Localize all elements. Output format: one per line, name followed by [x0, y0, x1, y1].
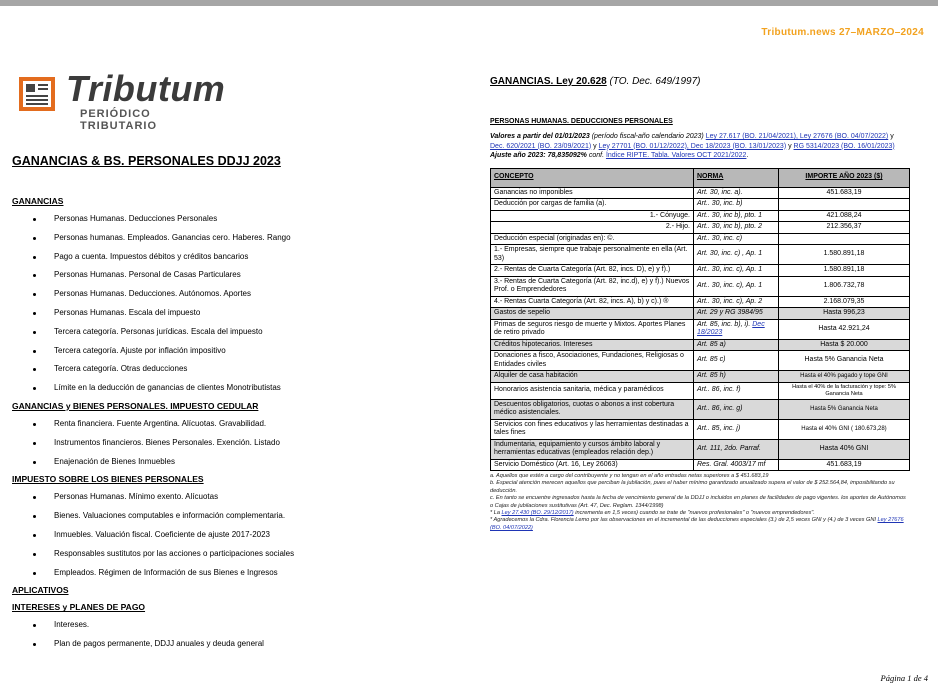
table-row: [491, 339, 910, 351]
intro-conf: conf.: [586, 152, 606, 159]
header-concepto: CONCEPTO: [491, 168, 694, 187]
norm-text: Art.. 30, inc. c), Ap. 2: [697, 297, 763, 305]
norm-cell: [694, 187, 779, 199]
norm-cell: [694, 210, 779, 222]
section-heading-link[interactable]: GANANCIAS y BIENES PERSONALES. IMPUESTO CEDULAR: [12, 400, 259, 411]
bullet-icon: [33, 461, 36, 464]
concept-cell: Servicios con fines educativos y las herramientas destinadas a tales fines: [491, 419, 694, 439]
concept-cell: Deducción especial (originadas en): ©.: [491, 233, 694, 245]
section-heading: PERSONAS HUMANAS. DEDUCCIONES PERSONALES: [490, 118, 673, 125]
document-title: GANANCIAS & BS. PERSONALES DDJJ 2023: [12, 154, 281, 168]
amount-cell: [779, 233, 910, 245]
table-row: [491, 419, 910, 439]
bullet-icon: [33, 256, 36, 259]
amount-cell: 2.168.079,35: [779, 296, 910, 308]
bullet-icon: [33, 515, 36, 518]
topic-label: Intereses.: [54, 620, 90, 630]
topic-link[interactable]: [12, 526, 452, 545]
amount-cell: 1.806.732,78: [779, 276, 910, 296]
bullet-icon: [33, 534, 36, 537]
norm-cell: [694, 276, 779, 296]
norm-text: Art.. 86, inc. f): [697, 386, 741, 394]
table-row: [491, 245, 910, 265]
norm-cell: [694, 459, 779, 471]
concept-cell: Ganancias no imponibles: [491, 187, 694, 199]
topic-link[interactable]: [12, 360, 452, 379]
norm-link[interactable]: Dec 18/2023: [697, 320, 765, 336]
norm-cell: [694, 319, 779, 339]
table-header-row: [491, 168, 910, 187]
deductions-table: [490, 168, 910, 472]
top-bar: [0, 0, 938, 6]
concept-cell: Alquiler de casa habitación: [491, 371, 694, 383]
amount-cell: Hasta 5% Ganancia Neta: [779, 399, 910, 419]
intro-text: (período fiscal-año calendario 2023): [589, 133, 706, 140]
topic-label: Renta financiera. Fuente Argentina. Alícuotas. Gravabilidad.: [54, 418, 267, 428]
table-row: [491, 319, 910, 339]
concept-cell: Deducción por cargas de familia (a).: [491, 199, 694, 211]
concept-cell: Donaciones a fisco, Asociaciones, Fundaciones, Religiosas o Entidades civiles: [491, 351, 694, 371]
amount-cell: [779, 199, 910, 211]
bullet-icon: [33, 274, 36, 277]
topic-label: Enajenación de Bienes Inmuebles: [54, 456, 175, 466]
amount-cell: 212.356,37: [779, 222, 910, 234]
topic-label: Tercera categoría. Ajuste por inflación impositivo: [54, 345, 226, 355]
norm-cell: [694, 382, 779, 399]
topic-link[interactable]: [12, 248, 452, 267]
norm-text: Art.. 30, inc b), pto. 1: [697, 211, 762, 219]
footnote-text: incrementa en 1,5 veces) cuando se trate de "nuevos profesionales" o "nuevos emprendedores".: [573, 510, 815, 517]
bullet-icon: [33, 624, 36, 627]
norm-text: Art.. 30, inc. b): [697, 200, 743, 207]
topic-link[interactable]: [12, 323, 452, 342]
norm-text: Art. 29 y RG 3984/95: [697, 309, 763, 316]
section-heading-link[interactable]: IMPUESTO SOBRE LOS BIENES PERSONALES: [12, 474, 204, 485]
bullet-icon: [33, 218, 36, 221]
topic-label: Personas Humanas. Deducciones Personales: [54, 214, 218, 223]
topic-link[interactable]: [12, 434, 452, 453]
logo-subtitle: PERIÓDICO TRIBUTARIO: [80, 108, 158, 132]
footnote-text: * Agradecemos la Cdra. Florencia Lemo por las observaciones en el incremental de las deducciones especiales (3.) de 2,5 veces GNI y (4.) de 3 veces GNI: [490, 517, 878, 524]
topic-link[interactable]: [12, 210, 452, 229]
footnote-law: [490, 510, 910, 517]
amount-cell: 451.683,19: [779, 187, 910, 199]
topic-link[interactable]: [12, 545, 452, 564]
topics-index: [12, 193, 452, 654]
amount-cell: 421.088,24: [779, 210, 910, 222]
logo-name: Tributum: [66, 68, 226, 109]
concept-cell: 2.- Hijo.: [491, 222, 694, 234]
section-heading-link[interactable]: APLICATIVOS: [12, 585, 69, 596]
topic-label: Personas Humanas. Deducciones. Autónomos. Aportes: [54, 289, 251, 299]
norm-cell: [694, 371, 779, 383]
topic-link[interactable]: [12, 415, 452, 434]
topic-label: Personas humanas. Empleados. Ganancias cero. Haberes. Rango: [54, 232, 291, 242]
norm-text: Art. 85, inc. b), i).: [697, 320, 753, 328]
intro-link-ripte[interactable]: Índice RIPTE. Tabla. Valores OCT 2021/2022: [605, 152, 747, 159]
bullet-icon: [33, 643, 36, 646]
intro-sep: y: [591, 142, 599, 150]
bullet-icon: [33, 442, 36, 445]
bullet-icon: [33, 312, 36, 315]
concept-cell: Indumentaria, equipamiento y cursos ámbito laboral y herramientas educativas (empleados relación dep.): [491, 439, 694, 459]
norm-text: Art. 85 h): [697, 372, 726, 379]
intro-sep: y: [888, 133, 894, 140]
amount-cell: Hasta 42.921,24: [779, 319, 910, 339]
law-to: (TO. Dec. 649/1997): [606, 76, 701, 87]
concept-cell: 4.- Rentas Cuarta Categoría (Art. 82, incs. A), b) y c).) ®: [491, 296, 694, 308]
deductions-panel: [490, 76, 910, 532]
header-importe: IMPORTE AÑO 2023 ($): [779, 168, 910, 187]
section-heading-link[interactable]: GANANCIAS: [12, 196, 64, 206]
newspaper-icon: [18, 76, 56, 112]
footnotes: [490, 473, 910, 532]
amount-cell: Hasta 5% Ganancia Neta: [779, 351, 910, 371]
norm-cell: [694, 419, 779, 439]
law-link[interactable]: GANANCIAS. Ley 20.628: [490, 76, 607, 87]
norm-text: Art.. 30, inc. c), Ap. 1: [697, 281, 763, 289]
topic-link[interactable]: [12, 564, 452, 583]
norm-cell: [694, 245, 779, 265]
tributum-logo: [18, 68, 228, 132]
topic-link[interactable]: [12, 342, 452, 361]
table-row: [491, 308, 910, 320]
footnote-link[interactable]: Ley 27.430 (BO. 29/12/2017): [501, 510, 574, 517]
intro-end: .: [746, 152, 749, 159]
table-row: [491, 210, 910, 222]
footnote-link[interactable]: Ley 27676 (BO. 04/07/2022): [490, 517, 904, 531]
topic-label: Bienes. Valuaciones computables e información complementaria.: [54, 511, 286, 521]
topic-link[interactable]: [12, 285, 452, 304]
intro-link-dec[interactable]: Dec. 620/2021 (BO. 23/09/2021): [490, 142, 592, 150]
norm-text: Art.. 30, inc. c): [697, 234, 743, 242]
topic-link[interactable]: [12, 616, 452, 635]
norm-text: Art. 85 a): [697, 340, 726, 348]
topic-link[interactable]: [12, 304, 452, 323]
topic-label: Responsables sustitutos por las acciones o participaciones sociales: [54, 548, 295, 558]
norm-cell: [694, 222, 779, 234]
norm-cell: [694, 233, 779, 245]
amount-cell: Hasta el 40% pagado y tope GNI: [779, 371, 910, 383]
table-row: [491, 265, 910, 277]
table-row: [491, 351, 910, 371]
norm-cell: [694, 199, 779, 211]
topic-label: Personas Humanas. Escala del impuesto: [54, 307, 201, 317]
bullet-icon: [33, 293, 36, 296]
amount-cell: Hasta el 40% GNI ( 180.673,28): [779, 419, 910, 439]
bullet-icon: [33, 237, 36, 240]
norm-text: Art. 85 c): [697, 356, 726, 364]
intro-link-rg[interactable]: RG 5314/2023 (BO. 16/01/2023): [793, 142, 895, 150]
concept-cell: 1.- Empresas, siempre que trabaje personalmente en ella (Art. 53): [491, 245, 694, 265]
norm-text: Art. 30, inc. c) , Ap. 1: [697, 250, 763, 258]
amount-cell: 1.580.891,18: [779, 265, 910, 277]
topic-link[interactable]: [12, 266, 452, 285]
norm-cell: [694, 308, 779, 320]
topic-link[interactable]: [12, 229, 452, 248]
norm-text: Res. Gral. 4003/17 mf: [697, 460, 766, 468]
topic-label: Plan de pagos permanente, DDJJ anuales y deuda general: [54, 639, 264, 649]
bullet-icon: [33, 572, 36, 575]
table-row: [491, 296, 910, 308]
concept-cell: 1.- Cónyuge.: [491, 210, 694, 222]
intro-paragraph: [490, 132, 910, 161]
bullet-icon: [33, 331, 36, 334]
norm-cell: [694, 399, 779, 419]
intro-link-ley27701[interactable]: Ley 27701 (BO. 01/12/2022), Dec 18/2023 (BO. 13/01/2023): [598, 142, 787, 150]
topic-link[interactable]: [12, 488, 452, 507]
footnote: a. Aquellos que estén a cargo del contribuyente y no tengan en el año entradas netas superiores a $ 451.683,19: [490, 473, 769, 479]
norm-text: Art. 111, 2do. Parraf.: [697, 444, 761, 452]
bullet-icon: [33, 553, 36, 556]
table-row: [491, 276, 910, 296]
norm-text: Art.. 30, inc. c), Ap. 1: [697, 266, 763, 273]
concept-cell: Honorarios asistencia sanitaria, médica y paramédicos: [491, 382, 694, 399]
header-norma: NORMA: [694, 168, 779, 187]
masthead-date: Tributum.news 27–MARZO–2024: [761, 27, 924, 38]
topic-link[interactable]: [12, 635, 452, 654]
amount-cell: Hasta 996,23: [779, 308, 910, 320]
topic-label: Inmuebles. Valuación fiscal. Coeficiente de ajuste 2017-2023: [54, 529, 270, 539]
norm-cell: [694, 351, 779, 371]
norm-text: Art.. 86, inc. g): [697, 404, 743, 412]
amount-cell: Hasta el 40% de la facturación y tope: 5% Ganancia Neta: [779, 382, 910, 399]
concept-cell: Gastos de sepelio: [491, 308, 694, 320]
topic-label: Personas Humanas. Personal de Casas Particulares: [54, 270, 241, 280]
amount-cell: Hasta 40% GNI: [779, 439, 910, 459]
topic-label: Instrumentos financieros. Bienes Personales. Exención. Listado: [54, 437, 280, 447]
bullet-icon: [33, 387, 36, 390]
concept-cell: Créditos hipotecarios. Intereses: [491, 339, 694, 351]
concept-cell: Descuentos obligatorios, cuotas o abonos a inst cobertura médico asistenciales.: [491, 399, 694, 419]
topic-label: Empleados. Régimen de Información de sus Bienes e Ingresos: [54, 567, 278, 577]
concept-cell: 2.- Rentas de Cuarta Categoría (Art. 82, incs. D), e) y f).): [491, 265, 694, 277]
concept-cell: Servicio Doméstico (Art. 16, Ley 26063): [491, 459, 694, 471]
footnote: b. Especial atención merecen aquellos que perciban la jubilación, pues el haber mínimo garantizado anualizado supera el valor de $ 252.564,84, imposibilitando su deducción.: [490, 480, 895, 494]
table-row: [491, 459, 910, 471]
concept-cell: Primas de seguros riesgo de muerte y Mixtos. Aportes Planes de retiro privado: [491, 319, 694, 339]
amount-cell: Hasta $ 20.000: [779, 339, 910, 351]
bullet-icon: [33, 423, 36, 426]
table-row: [491, 187, 910, 199]
footnote-text: * La: [490, 510, 502, 517]
bullet-icon: [33, 350, 36, 353]
norm-cell: [694, 265, 779, 277]
norm-cell: [694, 339, 779, 351]
intro-link-laws[interactable]: Ley 27.617 (BO. 21/04/2021), Ley 27676 (BO. 04/07/2022): [705, 133, 889, 140]
norm-cell: [694, 439, 779, 459]
topic-label: Pago a cuenta. Impuestos débitos y créditos bancarios: [54, 251, 249, 261]
section-heading-link[interactable]: INTERESES y PLANES DE PAGO: [12, 602, 146, 613]
intro-adjust: Ajuste año 2023: 78,835092%: [490, 152, 587, 159]
concept-cell: 3.- Rentas de Cuarta Categoría (Art. 82, inc.d), e) y f).) Nuevos Prof. o Emprendedores: [491, 276, 694, 296]
page-number: Página 1 de 4: [880, 673, 928, 683]
table-row: [491, 233, 910, 245]
topic-link[interactable]: [12, 379, 452, 398]
topic-label: Límite en la deducción de ganancias de clientes Monotributistas: [54, 383, 281, 393]
footnote-thanks: [490, 517, 910, 532]
topic-label: Tercera categoría. Personas jurídicas. Escala del impuesto: [54, 326, 263, 336]
intro-sep: y: [786, 142, 794, 150]
topic-label: Personas Humanas. Mínimo exento. Alícuotas: [54, 492, 219, 502]
amount-cell: 451.683,19: [779, 459, 910, 471]
topic-link[interactable]: [12, 507, 452, 526]
amount-cell: 1.580.891,18: [779, 245, 910, 265]
bullet-icon: [33, 496, 36, 499]
bullet-icon: [33, 368, 36, 371]
topic-link[interactable]: [12, 453, 452, 472]
intro-date: Valores a partir del 01/01/2023: [490, 133, 590, 140]
law-heading: [490, 76, 910, 94]
topic-label: Tercera categoría. Otras deducciones: [54, 364, 188, 374]
table-row: [491, 382, 910, 399]
table-row: [491, 199, 910, 211]
norm-text: Art.. 30, inc b), pto. 2: [697, 223, 762, 230]
norm-cell: [694, 296, 779, 308]
table-row: [491, 399, 910, 419]
table-row: [491, 371, 910, 383]
footnote: c. En tanto se encuentre ingresados hasta la fecha de vencimiento general de la DDJJ o incluidos en planes de facilidades de pago vigentes. los aportes de Autónomos o Cajas de jubilaciones sustitutivas (Art. 47, Dec. Reglam. 1344/1998): [490, 495, 906, 509]
norm-text: Art. 30, inc. a).: [697, 188, 743, 196]
table-row: [491, 439, 910, 459]
norm-text: Art.. 85, inc. j): [697, 424, 741, 432]
table-row: [491, 222, 910, 234]
